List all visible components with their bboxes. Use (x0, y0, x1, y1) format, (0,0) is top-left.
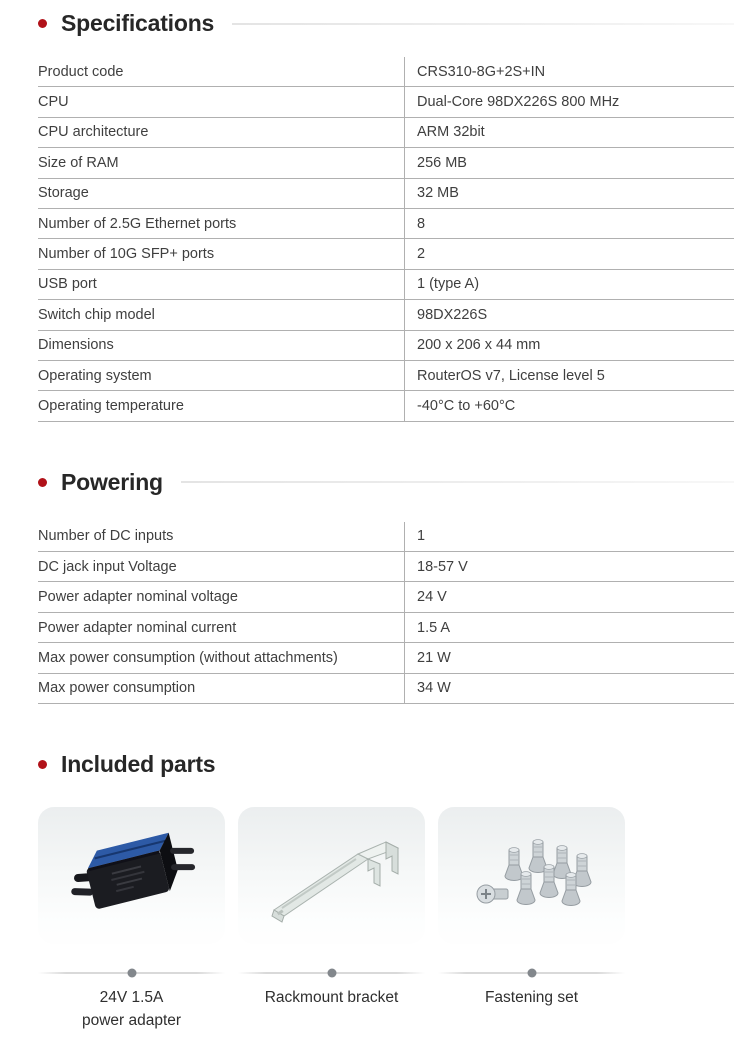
part-card (38, 807, 225, 944)
table-row (38, 361, 734, 391)
included-parts-title: Included parts (61, 751, 216, 778)
power-adapter-image (52, 818, 212, 934)
spec-value: 1 (404, 522, 734, 551)
spec-label: Size of RAM (38, 154, 119, 171)
spec-label: CPU (38, 94, 69, 111)
table-row (38, 87, 734, 117)
spec-value: Dual-Core 98DX226S 800 MHz (404, 87, 734, 116)
table-row (38, 57, 734, 87)
spec-value: 2 (404, 239, 734, 268)
part-label (265, 987, 399, 1009)
table-row (38, 582, 734, 612)
rackmount-bracket-image (252, 818, 412, 934)
specifications-table (38, 57, 734, 422)
powering-header (0, 469, 734, 496)
part-divider (438, 972, 625, 974)
table-row (38, 643, 734, 673)
part-label-line2: power adapter (81, 1011, 182, 1029)
table-row (38, 522, 734, 552)
divider-dot-icon (327, 969, 336, 978)
table-row (38, 331, 734, 361)
spec-value: 18-57 V (404, 552, 734, 581)
part-label-line1: 24V 1.5A (99, 989, 164, 1007)
table-row (38, 391, 734, 421)
spec-label: CPU architecture (38, 124, 149, 141)
spec-value: ARM 32bit (404, 118, 734, 147)
section-bullet-icon (38, 19, 47, 28)
spec-label: Product code (38, 63, 124, 80)
spec-label: Operating temperature (38, 397, 184, 414)
part-divider (238, 972, 425, 974)
spec-value: 256 MB (404, 148, 734, 177)
part-label-line1: Fastening set (484, 989, 579, 1007)
part-label (485, 987, 578, 1009)
table-row (38, 209, 734, 239)
spec-value: RouterOS v7, License level 5 (404, 361, 734, 390)
spec-label: Number of 2.5G Ethernet ports (38, 215, 237, 232)
table-row (38, 552, 734, 582)
spec-value: 24 V (404, 582, 734, 611)
included-parts-list (38, 807, 734, 1032)
part-label-line1: Rackmount bracket (264, 989, 399, 1007)
table-row (38, 179, 734, 209)
divider-dot-icon (527, 969, 536, 978)
section-bullet-icon (38, 478, 47, 487)
spec-value: 200 x 206 x 44 mm (404, 331, 734, 360)
header-divider-line (232, 23, 734, 25)
table-row (38, 300, 734, 330)
spec-label: Dimensions (38, 337, 114, 354)
spec-label: USB port (38, 276, 97, 293)
spec-label: Max power consumption (38, 680, 196, 697)
spec-value: -40°C to +60°C (404, 391, 734, 420)
spec-value: 21 W (404, 643, 734, 672)
table-row (38, 239, 734, 269)
spec-label: Power adapter nominal current (38, 619, 237, 636)
spec-label: Max power consumption (without attachments) (38, 649, 338, 666)
spec-label: Switch chip model (38, 306, 155, 323)
list-item (238, 807, 425, 1032)
spec-label: Storage (38, 185, 89, 202)
table-row (38, 270, 734, 300)
specifications-title: Specifications (61, 10, 215, 36)
included-parts-header (0, 751, 734, 778)
part-divider (38, 972, 225, 974)
spec-label: Power adapter nominal voltage (38, 589, 238, 606)
list-item (38, 807, 225, 1032)
spec-value: 98DX226S (404, 300, 734, 329)
spec-value: 1 (type A) (404, 270, 734, 299)
powering-table (38, 522, 734, 704)
powering-title: Powering (61, 468, 163, 495)
spec-label: DC jack input Voltage (38, 558, 177, 575)
spec-value: 34 W (404, 674, 734, 703)
part-label (82, 987, 181, 1032)
spec-value: 1.5 A (404, 613, 734, 642)
table-row (38, 118, 734, 148)
header-divider-line (181, 481, 734, 483)
divider-dot-icon (127, 969, 136, 978)
table-row (38, 148, 734, 178)
section-bullet-icon (38, 760, 47, 769)
table-row (38, 613, 734, 643)
part-card (238, 807, 425, 944)
spec-label: Number of DC inputs (38, 528, 174, 545)
table-row (38, 674, 734, 704)
spec-label: Operating system (38, 367, 152, 384)
specifications-header (0, 0, 734, 37)
spec-value: 32 MB (404, 179, 734, 208)
spec-value: 8 (404, 209, 734, 238)
spec-label: Number of 10G SFP+ ports (38, 246, 215, 263)
part-card (438, 807, 625, 944)
fastening-set-image (452, 818, 612, 934)
spec-value: CRS310-8G+2S+IN (404, 57, 734, 86)
list-item (438, 807, 625, 1032)
